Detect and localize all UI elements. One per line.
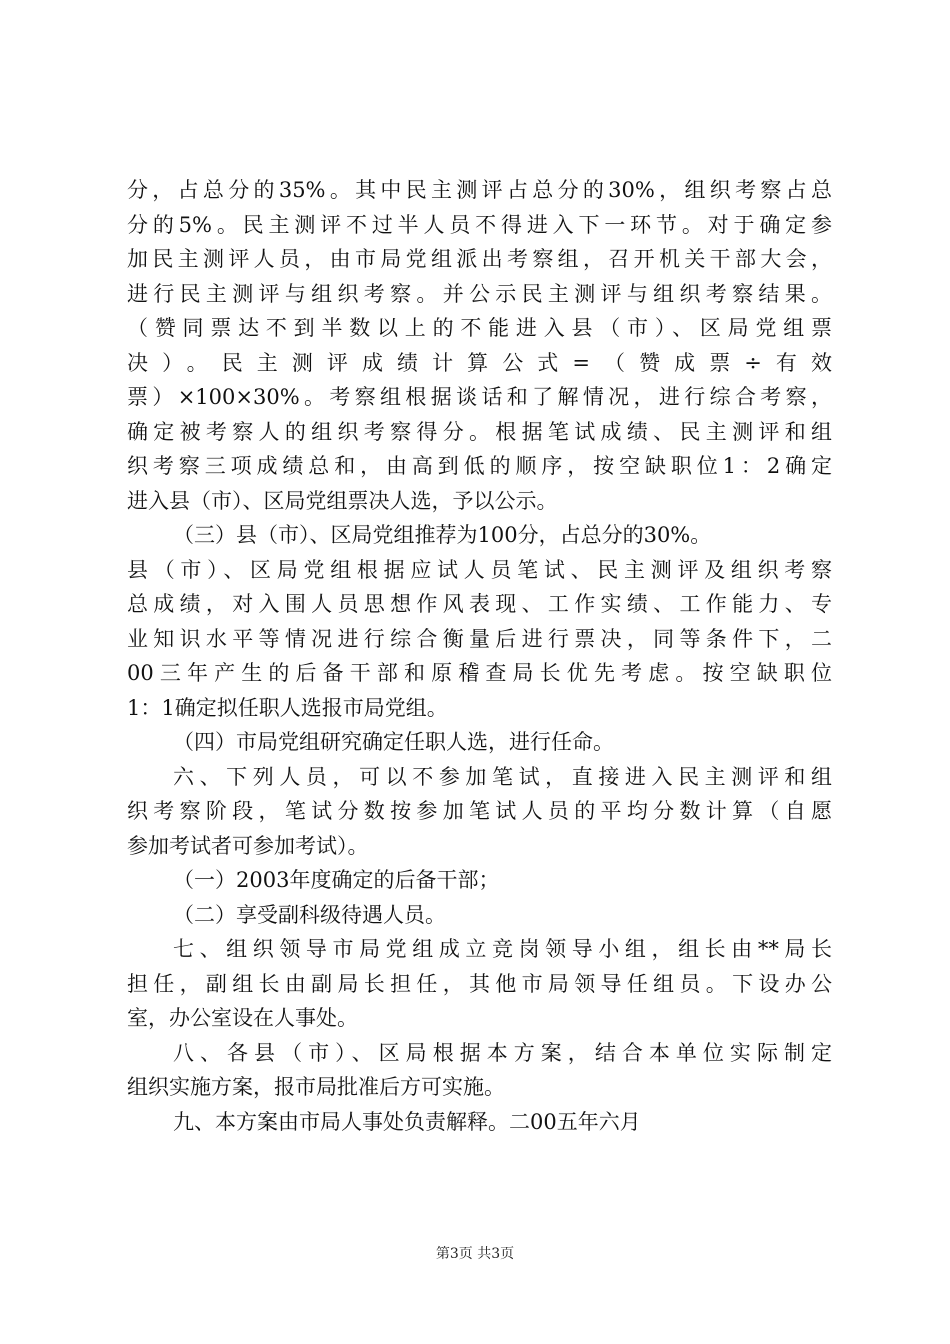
paragraph-start-line: （四）市局党组研究确定任职人选，进行任命。 (173, 730, 614, 754)
body-line: 县（市）、区局党组根据应试人员笔试、民主测评及组织考察 (127, 557, 832, 582)
body-line: 00三年产生的后备干部和原稽查局长优先考虑。按空缺职位 (127, 661, 832, 685)
body-line: 票）×100×30%。考察组根据谈话和了解情况，进行综合考察， (127, 385, 832, 409)
body-line: 进入县（市）、区局党组票决人选，予以公示。 (127, 488, 558, 513)
body-line: 加民主测评人员，由市局党组派出考察组，召开机关干部大会， (127, 247, 832, 271)
paragraph-start-line: （一）2003年度确定的后备干部； (173, 868, 500, 892)
body-line: 分，占总分的35%。其中民主测评占总分的30%，组织考察占总 (127, 178, 832, 202)
paragraph-start-line: 九、本方案由市局人事处负责解释。二00五年六月 (173, 1109, 641, 1134)
page-footer: 第3页 共3页 (435, 1246, 515, 1262)
body-line: 确定被考察人的组织考察得分。根据笔试成绩、民主测评和组 (127, 419, 832, 444)
paragraph-start-line: 六、下列人员，可以不参加笔试，直接进入民主测评和组 (173, 764, 832, 789)
paragraph-start-line: （二）享受副科级待遇人员。 (173, 902, 446, 927)
body-line: （赞同票达不到半数以上的不能进入县（市）、区局党组票 (127, 316, 832, 340)
paragraph-start-line: 八、各县（市）、区局根据本方案，结合本单位实际制定 (173, 1040, 832, 1065)
body-line: 1：1确定拟任职人选报市局党组。 (127, 695, 448, 720)
body-line: 分的5%。民主测评不过半人员不得进入下一环节。对于确定参 (127, 212, 832, 237)
body-line: 业知识水平等情况进行综合衡量后进行票决，同等条件下，二 (127, 626, 832, 651)
body-line: 织考察三项成绩总和，由高到低的顺序，按空缺职位1：2确定 (127, 454, 832, 478)
body-line: 室，办公室设在人事处。 (127, 1006, 358, 1030)
paragraph-start-line: （三）县（市）、区局党组推荐为100分，占总分的30%。 (173, 523, 712, 547)
body-line: 总成绩，对入围人员思想作风表现、工作实绩、工作能力、专 (127, 592, 832, 616)
body-line: 决）。民主测评成绩计算公式=（赞成票÷有效 (127, 350, 832, 375)
body-line: 织考察阶段，笔试分数按参加笔试人员的平均分数计算（自愿 (127, 799, 832, 823)
body-line: 参加考试者可参加考试）。 (127, 833, 369, 858)
body-line: 担任，副组长由副局长担任，其他市局领导任组员。下设办公 (127, 971, 832, 996)
document-body (127, 173, 832, 1139)
body-line: 组织实施方案，报市局批准后方可实施。 (127, 1075, 505, 1099)
paragraph-start-line: 七、组织领导市局党组成立竞岗领导小组，组长由**局长 (173, 937, 832, 961)
body-line: 进行民主测评与组织考察。并公示民主测评与组织考察结果。 (127, 281, 832, 306)
